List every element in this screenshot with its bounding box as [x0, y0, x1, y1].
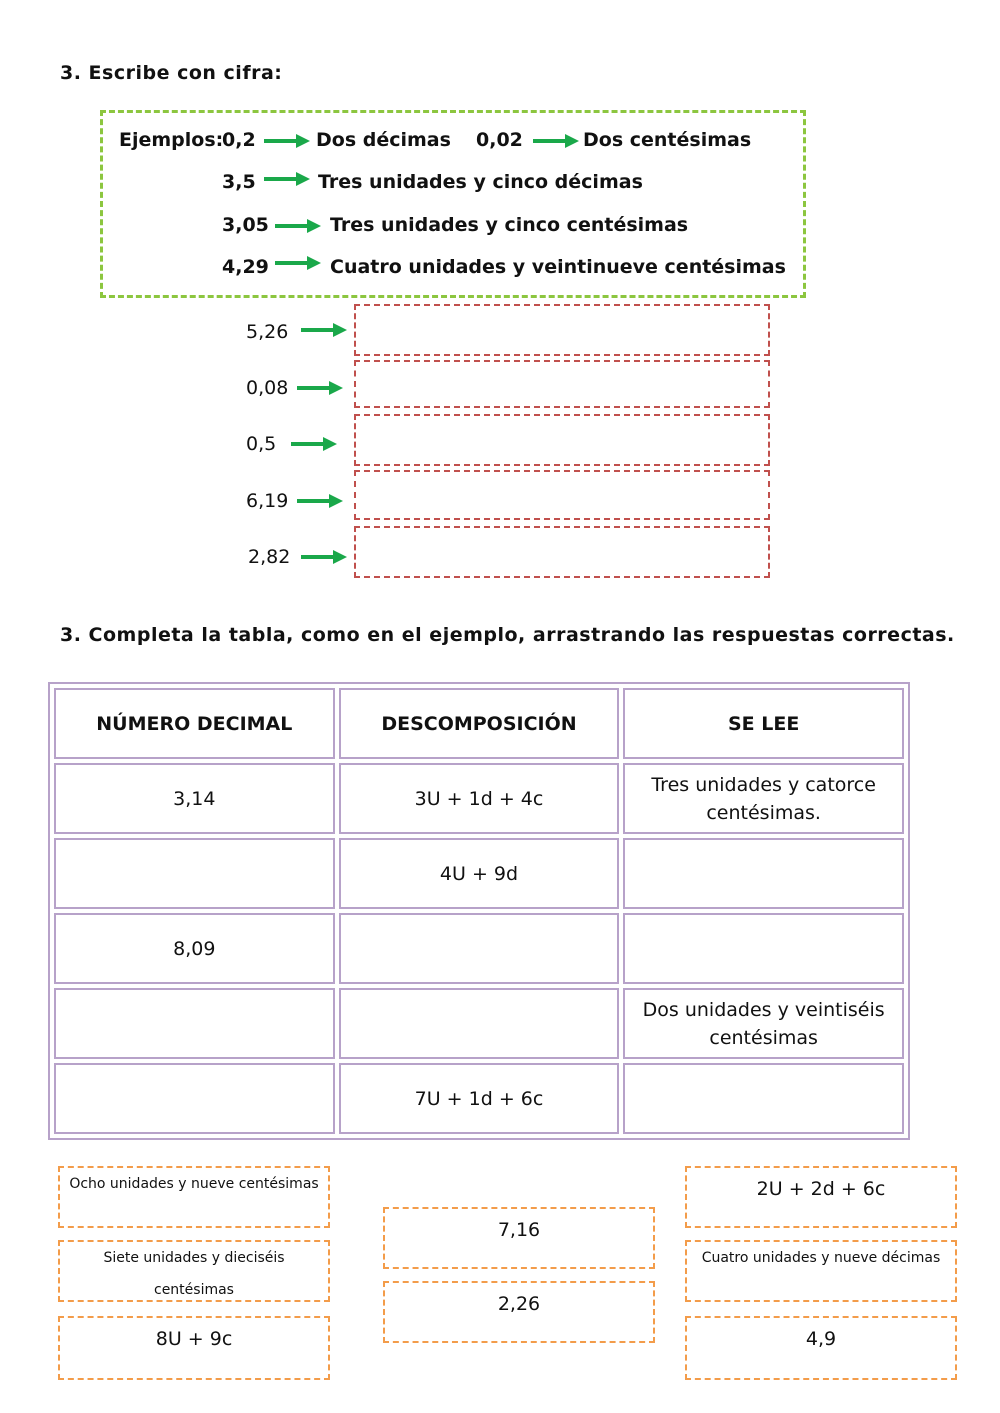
- table-row: [54, 913, 904, 984]
- answer-card[interactable]: [685, 1316, 957, 1380]
- card-label: 4,9: [805, 1328, 837, 1350]
- card-label: Cuatro unidades y nueve décimas: [701, 1250, 941, 1266]
- arrow-icon: [297, 494, 343, 508]
- answer-card[interactable]: [383, 1281, 655, 1343]
- example-number: 3,5: [222, 171, 256, 193]
- arrow-icon: [275, 219, 321, 233]
- drop-cell[interactable]: [54, 1063, 335, 1134]
- examples-label: Ejemplos:: [119, 129, 224, 151]
- answer-field[interactable]: [354, 304, 770, 356]
- exercise-number: 0,5: [246, 433, 277, 455]
- example-text: Dos centésimas: [583, 129, 752, 151]
- table-cell: 3,14: [54, 763, 335, 834]
- table-cell: Tres unidades y catorce centésimas.: [623, 763, 904, 834]
- drop-cell[interactable]: [623, 1063, 904, 1134]
- table-row: [54, 988, 904, 1059]
- answer-card[interactable]: [685, 1240, 957, 1302]
- answer-card[interactable]: [58, 1240, 330, 1302]
- answer-field[interactable]: [354, 414, 770, 466]
- arrow-icon: [297, 381, 343, 395]
- answer-card[interactable]: [685, 1166, 957, 1228]
- card-label: 8U + 9c: [155, 1328, 233, 1350]
- example-text: Dos décimas: [316, 129, 451, 151]
- column-header: SE LEE: [623, 688, 904, 759]
- drop-cell[interactable]: [54, 838, 335, 909]
- example-text: Tres unidades y cinco décimas: [318, 171, 643, 193]
- table-row: [54, 838, 904, 909]
- example-number: 0,02: [476, 129, 523, 151]
- arrow-icon: [533, 134, 579, 148]
- exercise-number: 0,08: [246, 377, 289, 399]
- example-number: 3,05: [222, 214, 269, 236]
- column-header: DESCOMPOSICIÓN: [339, 688, 620, 759]
- drop-cell[interactable]: [623, 838, 904, 909]
- table-cell: 3U + 1d + 4c: [339, 763, 620, 834]
- table-cell: 7U + 1d + 6c: [339, 1063, 620, 1134]
- answer-card[interactable]: [58, 1316, 330, 1380]
- drop-cell[interactable]: [339, 913, 620, 984]
- arrow-icon: [301, 323, 347, 337]
- drop-cell[interactable]: [623, 913, 904, 984]
- arrow-icon: [264, 172, 310, 186]
- drop-cell[interactable]: [54, 988, 335, 1059]
- table-cell: 4U + 9d: [339, 838, 620, 909]
- decimal-table: [48, 682, 910, 1140]
- column-header: NÚMERO DECIMAL: [54, 688, 335, 759]
- answer-card[interactable]: [383, 1207, 655, 1269]
- example-text: Tres unidades y cinco centésimas: [330, 214, 689, 236]
- exercise-number: 5,26: [246, 321, 289, 343]
- section2-heading: 3. Completa la tabla, como en el ejemplo, arrastrando las respuestas correctas.: [60, 624, 955, 646]
- table-header-row: [54, 688, 904, 759]
- section1-heading: 3. Escribe con cifra:: [60, 62, 283, 84]
- answer-field[interactable]: [354, 526, 770, 578]
- table-row: [54, 763, 904, 834]
- arrow-icon: [275, 256, 321, 270]
- drop-cell[interactable]: [339, 988, 620, 1059]
- answer-field[interactable]: [354, 360, 770, 408]
- card-label: 7,16: [497, 1219, 541, 1241]
- answer-field[interactable]: [354, 470, 770, 520]
- exercise-number: 2,82: [248, 546, 291, 568]
- card-label: 2U + 2d + 6c: [756, 1178, 886, 1200]
- answer-card[interactable]: [58, 1166, 330, 1228]
- arrow-icon: [291, 437, 337, 451]
- exercise-number: 6,19: [246, 490, 289, 512]
- table-cell: Dos unidades y veintiséis centésimas: [623, 988, 904, 1059]
- example-number: 4,29: [222, 256, 269, 278]
- table-row: [54, 1063, 904, 1134]
- card-label: Ocho unidades y nueve centésimas: [69, 1176, 319, 1192]
- example-text: Cuatro unidades y veintinueve centésimas: [330, 256, 786, 278]
- arrow-icon: [301, 550, 347, 564]
- table-cell: 8,09: [54, 913, 335, 984]
- example-number: 0,2: [222, 129, 256, 151]
- card-label: 2,26: [497, 1293, 541, 1315]
- card-label: Siete unidades y dieciséis centésimas: [103, 1250, 285, 1298]
- arrow-icon: [264, 134, 310, 148]
